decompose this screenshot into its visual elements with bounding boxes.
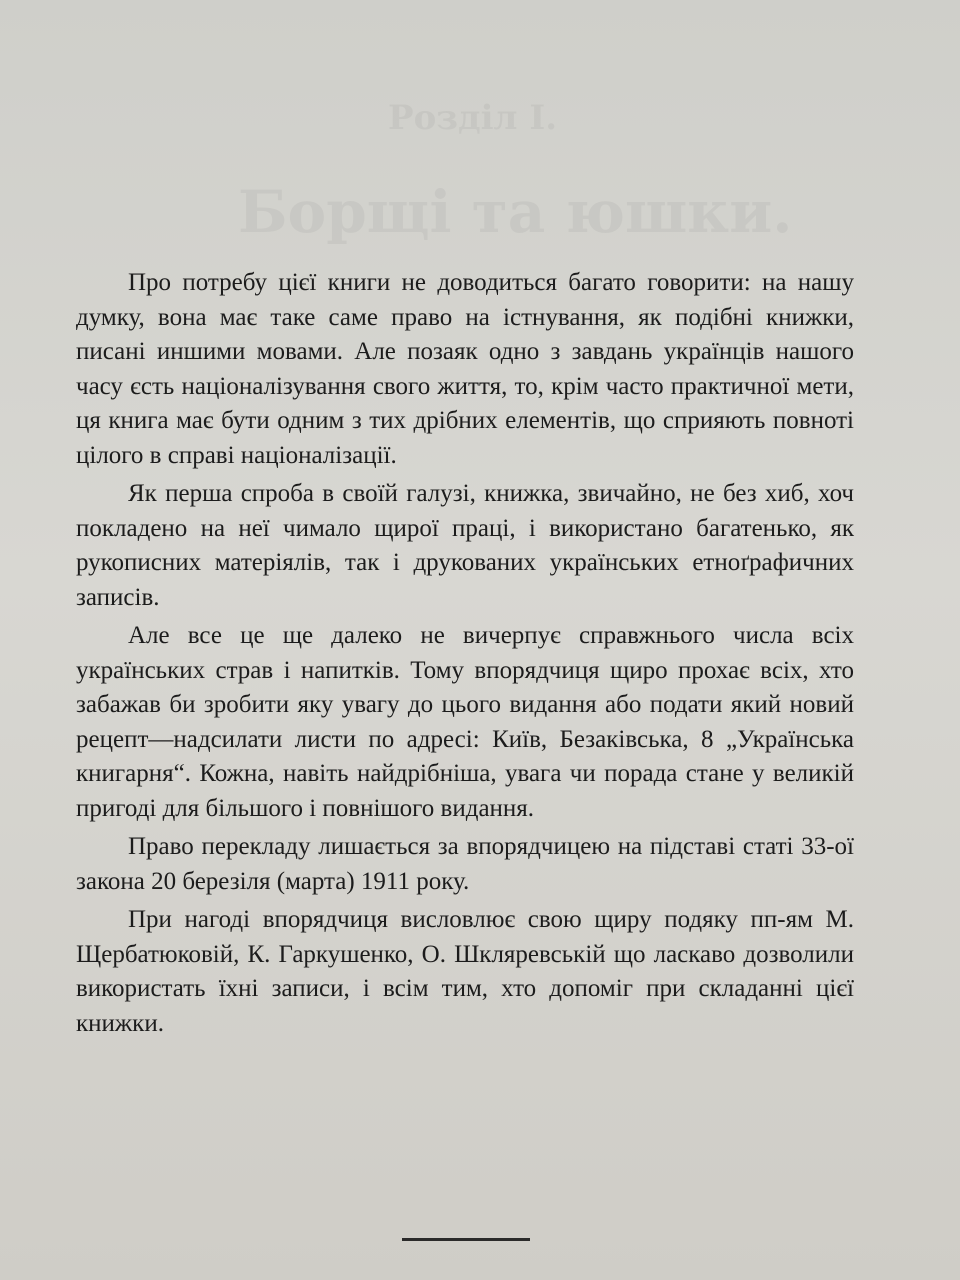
preface-text [76, 266, 854, 1045]
show-through-chapter-heading: Розділ І. [388, 98, 558, 138]
paragraph-request: Але все це ще далеко не вичерпує справжнього числа всіх українських страв і напитків. Тому впорядчиця щиро прохає всіх, хто забажав би зробити яку увагу до цього видання або подати який новий рецепт—надсилати листи по адресі: Київ, Безаківська, 8 „Українська книгарня“. Кожна, навіть найдрібніша, увага чи порада стане у великій пригоді для більшого і повнішого видання. [76, 622, 854, 822]
end-divider [402, 1238, 530, 1241]
show-through-chapter-title: Борщі та юшки. [238, 178, 793, 246]
paragraph-translation-rights: Право перекладу лишається за впорядчицею на підставі статі 33-ої закона 20 березіля (марта) 1911 року. [76, 833, 854, 895]
paragraph-purpose: Про потребу цієї книги не доводиться багато говорити: на нашу думку, вона має таке саме право на істнування, як подібні книжки, писані иншими мовами. Але позаяк одно з завдань українців нашого часу єсть націоналізування свого життя, то, крім часто практичної мети, ця книга має бути одним з тих дрібних елементів, що сприяють повноті цілого в справі націоналізації. [76, 269, 854, 469]
paragraph-first-attempt: Як перша спроба в своїй галузі, книжка, звичайно, не без хиб, хоч покладено на неї чимало щирої праці, і використано багатенько, як рукописних матеріялів, так і друкованих українських етноґрафичних записів. [76, 480, 854, 611]
paragraph-acknowledgements: При нагоді впорядчиця висловлює свою щиру подяку пп-ям М. Щербатюковій, К. Гаркушенко, О. Шкляревській що ласкаво дозволили використать їхні записи, і всім тим, хто допоміг при складанні цієї книжки. [76, 906, 854, 1037]
